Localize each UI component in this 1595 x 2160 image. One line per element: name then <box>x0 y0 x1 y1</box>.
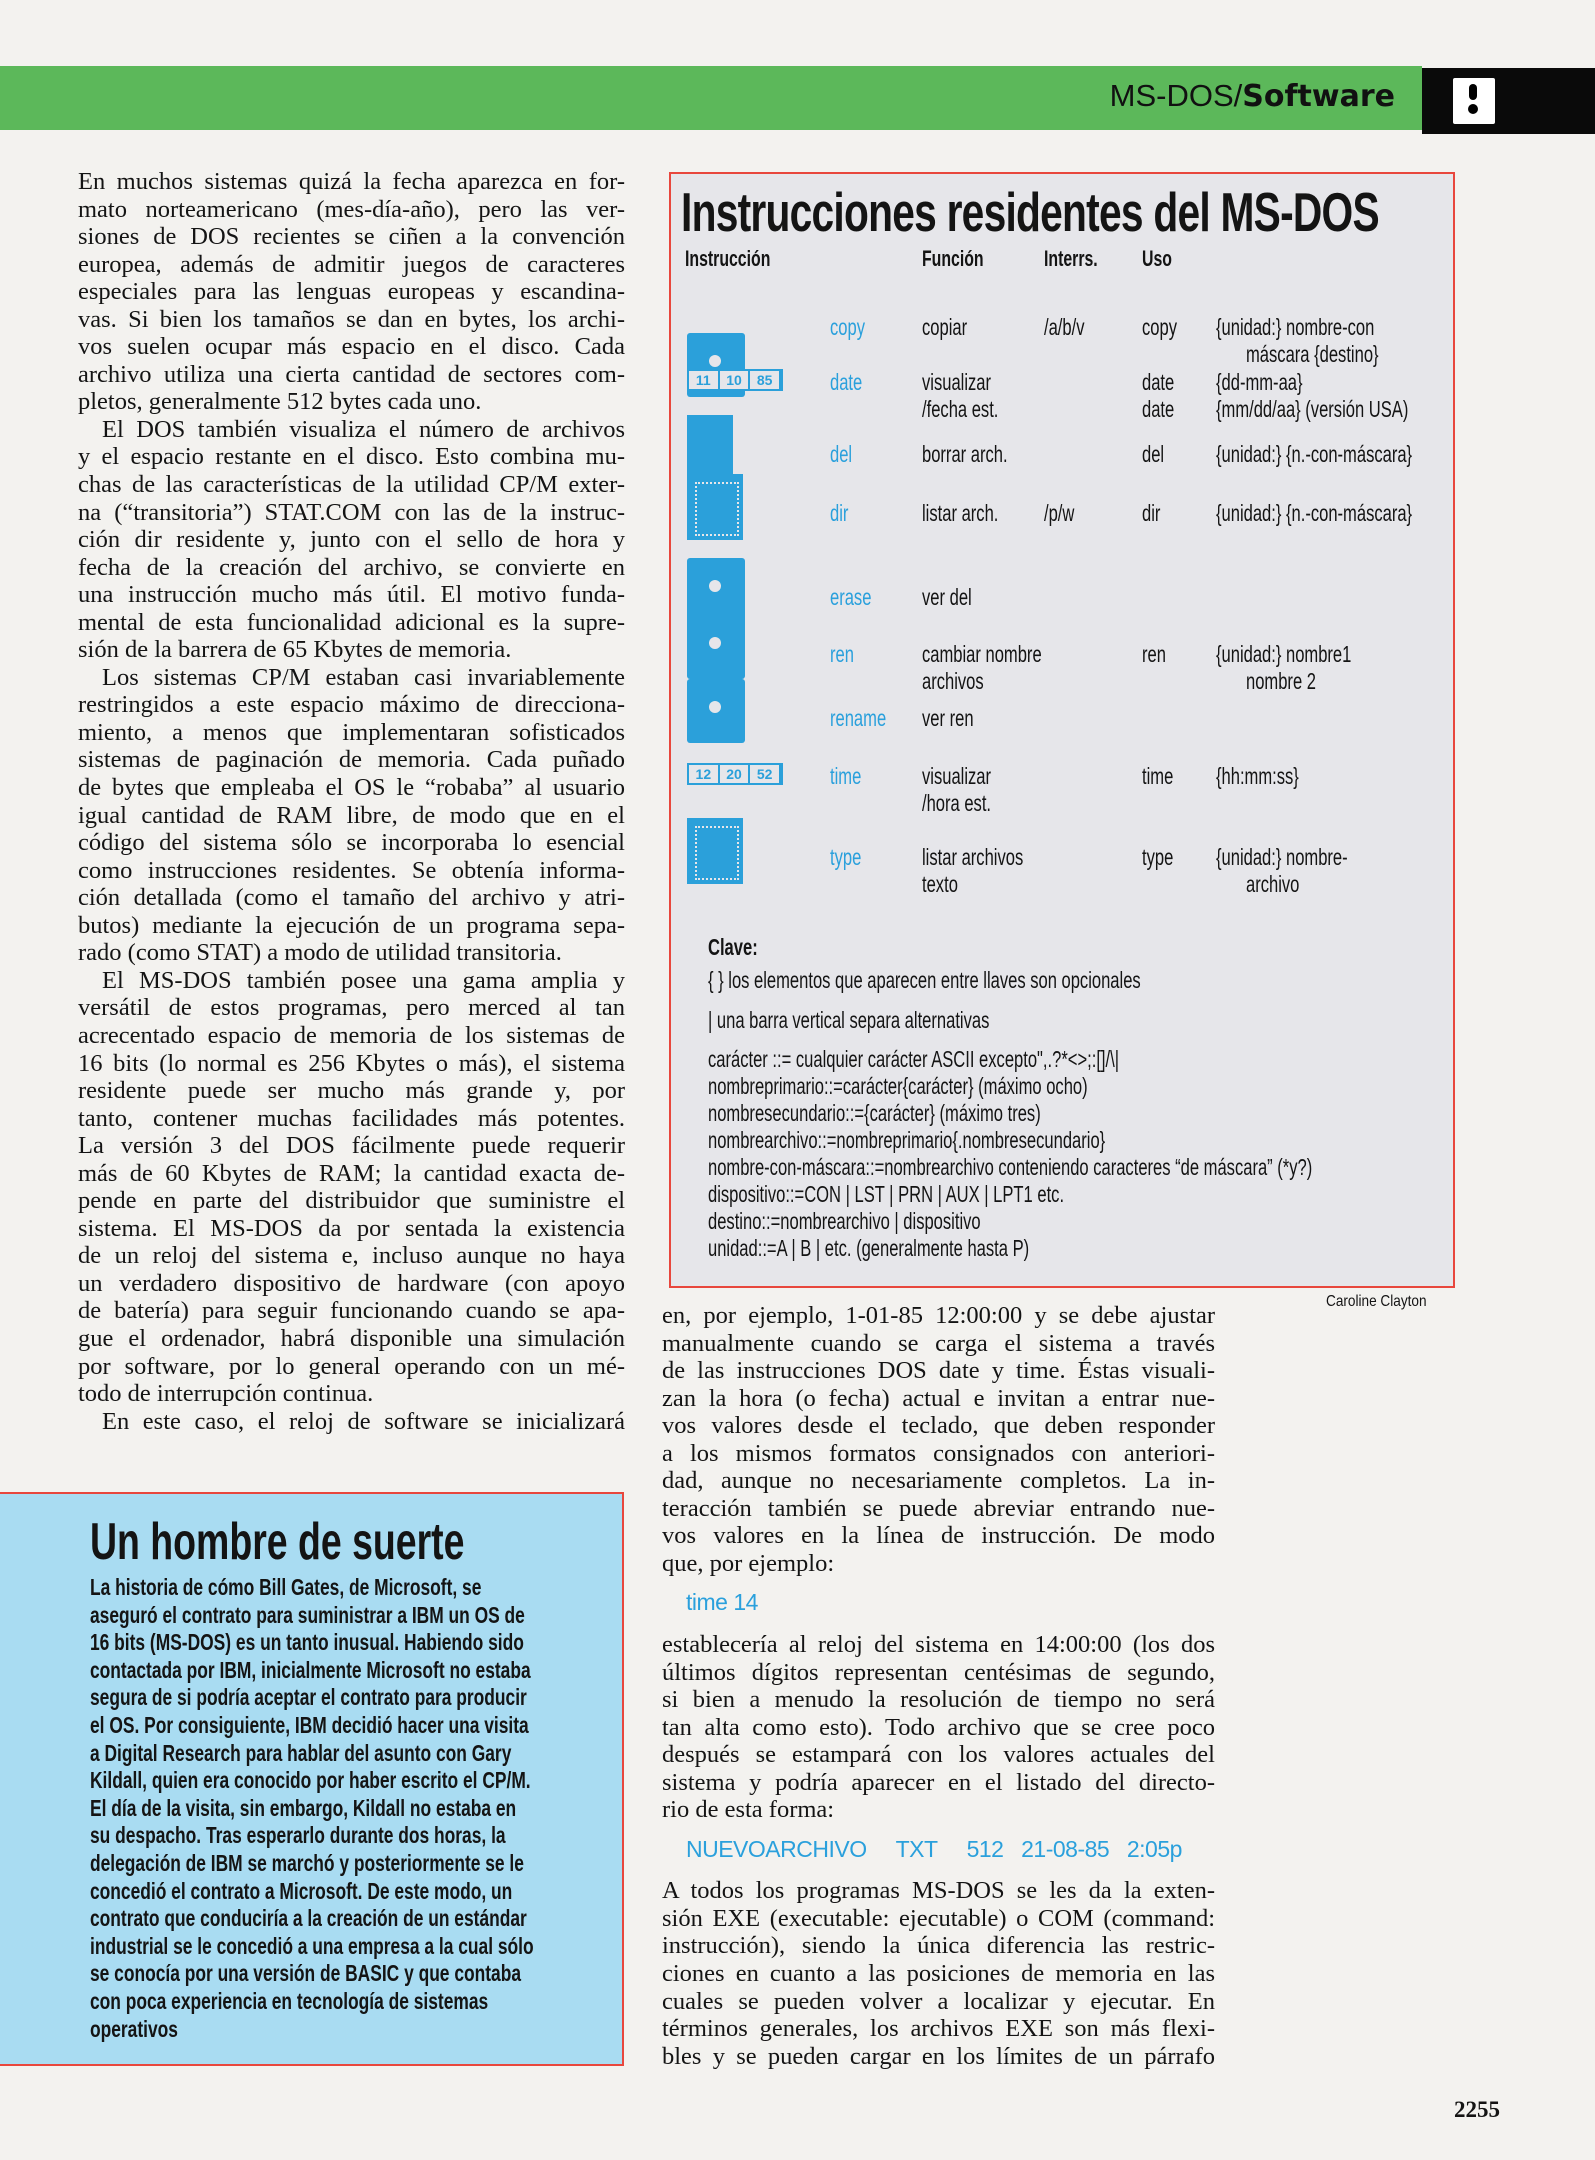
command-name: type <box>830 844 862 870</box>
command-syntax: {unidad:} {n.-con-máscara} <box>1216 500 1413 526</box>
dir-document-icon <box>687 474 743 540</box>
command-syntax: máscara {destino} <box>1246 341 1379 367</box>
text-line: 16 bits (lo normal es 256 Kbytes o más), el sistema <box>78 1049 625 1077</box>
sidebar-line: El día de la visita, sin embargo, Kildall no estaba en <box>90 1794 517 1821</box>
command-syntax: {unidad:} nombre-con <box>1216 314 1375 340</box>
text-line: vos suelen ocupar más espacio en el disco. Cada <box>78 333 625 361</box>
text-line: teracción también se puede abreviar entrando nue- <box>662 1494 1215 1522</box>
text-line: términos generales, los archivos EXE son más flexi- <box>662 2015 1215 2043</box>
text-line: código del sistema sólo se incorporaba lo esencial <box>78 829 625 857</box>
command-syntax: {unidad:} {n.-con-máscara} <box>1216 441 1413 467</box>
sidebar-line: aseguró el contrato para suministrar a IBM un OS de <box>90 1601 525 1628</box>
erase-floppy-disk-icon <box>687 558 745 622</box>
clock-digits: 11 <box>689 371 720 389</box>
sidebar-title: Un hombre de suerte <box>90 1513 465 1571</box>
text-line: butos) mediante la ejecución de un programa sepa- <box>78 911 625 939</box>
command-function: /hora est. <box>922 790 992 816</box>
sidebar-line: La historia de cómo Bill Gates, de Microsoft, se <box>90 1574 482 1600</box>
time-clock-icon <box>687 763 783 785</box>
text-line: todo de interrupción continua. <box>78 1380 374 1408</box>
text-line: mato norteamericano (mes-día-año), pero las ver- <box>78 195 625 223</box>
text-line: El DOS también visualiza el número de archivos <box>102 415 625 443</box>
sidebar-text <box>90 1574 534 2043</box>
command-name: time <box>830 763 862 789</box>
text-line: que, por ejemplo: <box>662 1549 835 1577</box>
sidebar-line: se conocía por una versión de BASIC y que contaba <box>90 1960 521 1987</box>
command-function: ver del <box>922 584 972 610</box>
text-line: tan alta como esto). Todo archivo que se cree poco <box>662 1713 1215 1741</box>
sidebar-line: 16 bits (MS-DOS) es un tanto inusual. Habiendo sido <box>90 1629 524 1656</box>
text-line: dad, aunque no necesariamente completos. La in- <box>662 1467 1215 1495</box>
grammar-line: unidad::=A | B | etc. (generalmente hasta P) <box>708 1235 1030 1261</box>
command-switches: /p/w <box>1044 500 1075 526</box>
text-line: de un reloj del sistema e, incluso aunque no haya <box>78 1242 625 1270</box>
text-line: En este caso, el reloj de software se inicializará <box>102 1407 625 1435</box>
text-line: versátil de estos programas, pero merced al tan <box>78 994 625 1022</box>
text-line: mental de esta funcionalidad adicional es la supre- <box>78 608 625 636</box>
text-line: sistema y podría aparecer en el listado del directo- <box>662 1768 1215 1796</box>
command-function: visualizar <box>922 369 992 395</box>
command-name: rename <box>830 705 887 731</box>
text-line: residente puede ser mucho más grande y, por <box>78 1077 625 1105</box>
del-trash-can-icon <box>687 415 733 481</box>
sidebar-line: a Digital Research para hablar del asunto con Gary <box>90 1739 512 1766</box>
text-line: ciones en cuanto a las posiciones de memoria en las <box>662 1960 1215 1988</box>
clock-digits: 85 <box>750 371 781 389</box>
text-line: cuales se pueden volver a localizar y ejecutar. En <box>662 1987 1215 2015</box>
command-syntax: {unidad:} nombre1 <box>1216 641 1352 667</box>
command-name: dir <box>830 500 849 526</box>
text-line: Los sistemas CP/M estaban casi invariablemente <box>102 663 625 691</box>
command-usage: type <box>1142 844 1174 870</box>
text-line: de batería) para seguir funcionando cuando se apa- <box>78 1297 625 1325</box>
text-line: archivo utiliza una cierta cantidad de sectores com- <box>78 360 625 388</box>
text-line: siones de DOS recientes se ciñen a la convención <box>78 223 625 251</box>
clock-digits: 12 <box>689 765 720 783</box>
text-line: vas. Si bien los tamaños se dan en bytes, los archi- <box>78 305 625 333</box>
paragraph <box>662 1877 1215 2070</box>
text-line: chas de las características de la utilidad CP/M exter- <box>78 471 625 499</box>
command-function: texto <box>922 871 958 897</box>
command-syntax: {mm/dd/aa} (versión USA) <box>1216 396 1409 422</box>
right-column-text <box>662 1302 1215 2070</box>
grammar-definitions <box>708 1046 1312 1262</box>
sidebar-line: el OS. Por consiguiente, IBM decidió hacer una visita <box>90 1711 529 1738</box>
text-line: de las instrucciones DOS date y time. Éstas visuali- <box>662 1357 1215 1385</box>
left-column-text <box>78 168 625 1435</box>
text-line: europea, además de admitir juegos de caracteres <box>78 250 625 278</box>
section-title <box>1110 78 1395 114</box>
text-line: establecería al reloj del sistema en 14:00:00 (los dos <box>662 1631 1215 1659</box>
sidebar-line: segura de si podría aceptar el contrato para producir <box>90 1684 527 1711</box>
grammar-line: nombre-con-máscara::=nombrearchivo conteniendo caracteres “de máscara” (*y?) <box>708 1154 1313 1180</box>
text-line: por software, por lo general operando con un mé- <box>78 1352 625 1380</box>
text-line: a los mismos formatos consignados con anteriori- <box>662 1439 1215 1467</box>
text-line: sistemas de paginación de memoria. Cada puñado <box>78 746 625 774</box>
page-number: 2255 <box>1454 2097 1500 2122</box>
text-line: una instrucción mucho más útil. El motivo funda- <box>78 581 625 609</box>
table-title: Instrucciones residentes del MS-DOS <box>681 181 1379 243</box>
sidebar-line: concedió el contrato a Microsoft. De este modo, un <box>90 1877 513 1904</box>
grammar-line: nombrearchivo::=nombreprimario{.nombresecundario} <box>708 1127 1106 1153</box>
date-clock-icon <box>687 369 783 391</box>
command-function: borrar arch. <box>922 441 1008 467</box>
grammar-line: nombresecundario::={carácter} (máximo tres) <box>708 1100 1041 1126</box>
key-line-bar: | una barra vertical separa alternativas <box>708 1007 990 1033</box>
text-line: En muchos sistemas quizá la fecha aparezca en for- <box>78 168 625 195</box>
command-usage: copy <box>1142 314 1177 340</box>
sidebar-line: con poca experiencia en tecnología de sistemas <box>90 1987 489 2014</box>
text-line: sión EXE (executable: ejecutable) o COM (command: <box>662 1904 1215 1932</box>
command-usage: date <box>1142 369 1175 395</box>
command-switches: /a/b/v <box>1044 314 1085 340</box>
text-line: A todos los programas MS-DOS se les da la exten- <box>662 1877 1215 1905</box>
header-interrs: Interrs. <box>1044 246 1098 271</box>
command-function: listar arch. <box>922 500 999 526</box>
command-usage: ren <box>1142 641 1166 667</box>
text-line: sión de la barrera de 65 Kbytes de memoria. <box>78 636 512 664</box>
section-subname: Software <box>1242 79 1395 114</box>
command-name: date <box>830 369 863 395</box>
text-line: La versión 3 del DOS fácilmente puede requerir <box>78 1132 625 1160</box>
command-usage: dir <box>1142 500 1161 526</box>
text-line: instrucción), siendo la única diferencia las restric- <box>662 1932 1215 1960</box>
command-function: cambiar nombre <box>922 641 1042 667</box>
text-line: restringidos a este espacio máximo de direcciona- <box>78 691 625 719</box>
resident-commands-table <box>669 172 1455 1288</box>
key-line-braces: { } los elementos que aparecen entre llaves son opcionales <box>708 967 1141 993</box>
sidebar-line: operativos <box>90 2015 178 2042</box>
section-badge <box>1422 68 1595 134</box>
text-line: tanto, contener muchas facilidades más potentes. <box>78 1104 625 1132</box>
text-line: rado (como STAT) a modo de utilidad transitoria. <box>78 939 562 967</box>
grammar-line: carácter ::= cualquier carácter ASCII excepto",.?*<>;:[]/\| <box>708 1046 1120 1072</box>
text-line: pende en parte del distribuidor que suministre el <box>78 1187 625 1215</box>
sidebar-box <box>0 1492 624 2066</box>
command-function: /fecha est. <box>922 396 999 422</box>
text-line: ción dir residente y, junto con el sello de hora y <box>78 526 625 554</box>
text-line: zan la hora (o fecha) actual e invitan a entrar nue- <box>662 1384 1215 1412</box>
text-line: El MS-DOS también posee una gama amplia y <box>102 966 625 994</box>
sidebar-line: delegación de IBM se marchó y posteriormente se le <box>90 1849 524 1876</box>
paragraph <box>662 1302 1215 1577</box>
text-line: pletos, generalmente 512 bytes cada uno. <box>78 388 482 416</box>
text-line: bles y se pueden cargar en los límites de un párrafo <box>662 2042 1215 2070</box>
command-name: del <box>830 441 853 467</box>
rename-floppy-disk-icon <box>687 679 745 743</box>
text-line: fecha de la creación del archivo, se convierte en <box>78 553 625 581</box>
command-syntax: archivo <box>1246 871 1300 897</box>
text-line: manualmente cuando se carga el sistema a través <box>662 1329 1215 1357</box>
sidebar-line: contrato que conduciría a la creación de un estándar <box>90 1905 527 1932</box>
sidebar-line: Kildall, quien era conocido por haber escrito el CP/M. <box>90 1767 531 1794</box>
command-function: copiar <box>922 314 968 340</box>
text-line: rio de esta forma: <box>662 1796 835 1824</box>
command-usage: date <box>1142 396 1175 422</box>
grammar-line: dispositivo::=CON | LST | PRN | AUX | LPT1 etc. <box>708 1181 1065 1207</box>
sidebar-line: contactada por IBM, inicialmente Microsoft no estaba <box>90 1656 531 1683</box>
text-line: especiales para las lenguas europeas y escandina- <box>78 278 625 306</box>
clock-digits: 10 <box>720 371 751 389</box>
text-line: vos valores desde el teclado, que deben responder <box>662 1412 1215 1440</box>
grammar-line: destino::=nombrearchivo | dispositivo <box>708 1208 981 1234</box>
section-name: MS-DOS/ <box>1109 78 1243 113</box>
sidebar-line: industrial se le concedió a una empresa a la cual sólo <box>90 1932 534 1959</box>
command-syntax: {dd-mm-aa} <box>1216 369 1303 395</box>
command-syntax: nombre 2 <box>1246 668 1316 694</box>
command-name: ren <box>830 641 854 667</box>
header-funcion: Función <box>922 246 984 271</box>
command-function: ver ren <box>922 705 974 731</box>
text-line: igual cantidad de RAM libre, de modo que en el <box>78 801 625 829</box>
grammar-line: nombreprimario::=carácter{carácter} (máximo ocho) <box>708 1073 1088 1099</box>
text-line: na (“transitoria”) STAT.COM con las de la instruc- <box>78 498 625 526</box>
command-usage: time <box>1142 763 1174 789</box>
command-function: visualizar <box>922 763 992 789</box>
text-line: ción detallada (como el tamaño del archivo y atri- <box>78 884 625 912</box>
example-directory-listing: NUEVOARCHIVO TXT 512 21-08-85 2:05p <box>686 1835 1182 1862</box>
text-line: si bien a menudo la resolución de tiempo no será <box>662 1686 1215 1714</box>
command-usage: del <box>1142 441 1165 467</box>
text-line: últimos dígitos representan centésimas de segundo, <box>662 1658 1215 1686</box>
paragraph <box>662 1631 1215 1824</box>
type-document-icon <box>687 818 743 884</box>
clock-digits: 52 <box>750 765 781 783</box>
text-line: sistema. El MS-DOS da por sentada la existencia <box>78 1214 625 1242</box>
ren-floppy-disk-icon <box>687 615 745 679</box>
text-line: un verdadero dispositivo de hardware (con apoyo <box>78 1269 625 1297</box>
floppy-disk-icon <box>1453 78 1495 124</box>
text-line: gue el ordenador, habrá disponible una simulación <box>78 1324 625 1352</box>
sidebar-line: su despacho. Tras esperarlo durante dos horas, la <box>90 1822 506 1849</box>
command-name: erase <box>830 584 872 610</box>
example-time-command: time 14 <box>686 1589 758 1616</box>
command-syntax: {hh:mm:ss} <box>1216 763 1299 789</box>
text-line: acrecentado espacio de memoria de los sistemas de <box>78 1021 625 1049</box>
header-uso: Uso <box>1142 246 1172 271</box>
command-function: listar archivos <box>922 844 1024 870</box>
text-line: y el espacio restante en el disco. Esto combina mu- <box>78 443 625 471</box>
text-line: miento, a menos que implementaran sofisticados <box>78 718 625 746</box>
header-instruccion: Instrucción <box>685 246 771 271</box>
command-name: copy <box>830 314 865 340</box>
text-line: como instrucciones residentes. Se obtenía informa- <box>78 856 625 884</box>
key-title: Clave: <box>708 934 758 960</box>
illustrator-credit: Caroline Clayton <box>1326 1293 1427 1310</box>
text-line: vos valores en la línea de instrucción. De modo <box>662 1522 1215 1550</box>
text-line: más de 60 Kbytes de RAM; la cantidad exacta de- <box>78 1159 625 1187</box>
command-function: archivos <box>922 668 984 694</box>
text-line: en, por ejemplo, 1-01-85 12:00:00 y se debe ajustar <box>662 1302 1215 1329</box>
command-syntax: {unidad:} nombre- <box>1216 844 1348 870</box>
text-line: después se estampará con los valores actuales del <box>662 1741 1215 1769</box>
text-line: de bytes que empleaba el OS le “robaba” al usuario <box>78 774 625 802</box>
clock-digits: 20 <box>720 765 751 783</box>
